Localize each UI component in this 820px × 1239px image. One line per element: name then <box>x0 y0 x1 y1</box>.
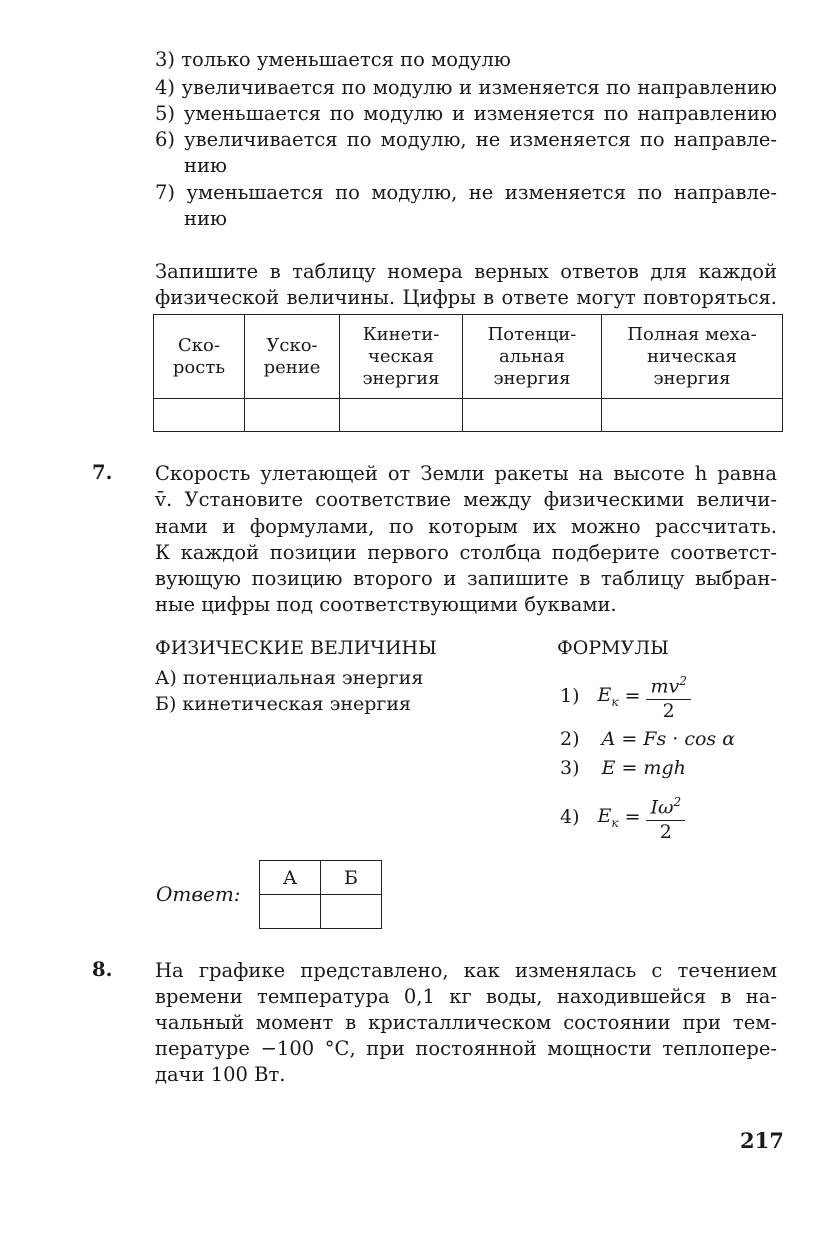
formula-2-text: A = Fs · cos α <box>601 728 736 750</box>
answer-cell[interactable] <box>340 399 463 432</box>
header-potential: Потенци- альная энергия <box>463 315 602 399</box>
task-8-line-2: времени температура 0,1 кг воды, находившейся в на- <box>155 985 777 1008</box>
answer-cell[interactable] <box>602 399 783 432</box>
answer-table-7 <box>259 860 382 929</box>
answer-col-a: А <box>260 861 321 895</box>
item-a: А) потенциальная энергия <box>155 667 424 689</box>
option-3: 3) только уменьшается по модулю <box>155 48 511 71</box>
formula-3-text: E = mgh <box>601 757 686 779</box>
formula-4-sub: к <box>611 815 619 830</box>
task-8-line-5: дачи 100 Вт. <box>155 1063 286 1086</box>
formula-3 <box>560 757 686 779</box>
task-7-line-2: v̄. Установите соответствие между физическими величи- <box>155 488 777 511</box>
answer-cell[interactable] <box>245 399 340 432</box>
physical-quantities-heading: ФИЗИЧЕСКИЕ ВЕЛИЧИНЫ <box>155 637 437 659</box>
formula-1-den: 2 <box>662 699 675 722</box>
formula-3-label: 3) <box>560 757 580 779</box>
instruction-line-1: Запишите в таблицу номера верных ответов для каждой <box>155 260 777 283</box>
answer-col-b: Б <box>321 861 382 895</box>
formula-2-label: 2) <box>560 728 580 750</box>
option-7: 7) уменьшается по модулю, не изменяется по направле- <box>155 181 777 204</box>
task-7-line-4: К каждой позиции первого столбца подберите соответст- <box>155 541 777 564</box>
task-8-line-1: На графике представлено, как изменялась с течением <box>155 959 777 982</box>
task-8-line-4: пературе −100 °С, при постоянной мощности теплопере- <box>155 1037 777 1060</box>
answer-cell[interactable] <box>154 399 245 432</box>
option-6: 6) увеличивается по модулю, не изменяется по направле- <box>155 128 777 151</box>
formula-4-label: 4) <box>560 806 580 828</box>
option-7-cont: нию <box>184 207 227 230</box>
answer-cell-a[interactable] <box>260 895 321 929</box>
formula-1-sub: к <box>611 694 619 709</box>
formula-4-den: 2 <box>659 820 672 843</box>
task-7-line-5: вующую позицию второго и запишите в таблицу выбран- <box>155 567 777 590</box>
answer-table-6 <box>153 314 783 432</box>
header-mechanical: Полная меха- ническая энергия <box>602 315 783 399</box>
formula-1-num: mv <box>650 675 680 698</box>
task-7-number: 7. <box>92 461 113 484</box>
page-number: 217 <box>740 1128 784 1153</box>
formula-1-sup: 2 <box>679 674 687 689</box>
formula-4-num: Iω <box>650 796 674 819</box>
answer-cell-b[interactable] <box>321 895 382 929</box>
task-7-line-1: Скорость улетающей от Земли ракеты на высоте h равна <box>155 462 777 485</box>
formulas-heading: ФОРМУЛЫ <box>557 637 669 659</box>
formula-1-lhs: E <box>597 683 612 706</box>
option-5: 5) уменьшается по модулю и изменяется по направлению <box>155 102 777 125</box>
formula-1-label: 1) <box>560 685 580 707</box>
instruction-line-2: физической величины. Цифры в ответе могут повторяться. <box>155 286 777 309</box>
option-6-cont: нию <box>184 154 227 177</box>
option-4: 4) увеличивается по модулю и изменяется по направлению <box>155 76 777 99</box>
task-7-line-3: нами и формулами, по которым их можно рассчитать. <box>155 515 777 538</box>
formula-1: 1) $E_к$ = $\frac{mv^2}{2}$ <box>560 668 691 724</box>
formula-4-sup: 2 <box>673 795 682 810</box>
answer-label: Ответ: <box>156 882 241 906</box>
formula-4-lhs: E <box>597 804 612 827</box>
task-8-number: 8. <box>92 958 113 981</box>
task-8-line-3: чальный момент в кристаллическом состоянии при тем- <box>155 1011 777 1034</box>
task-7-line-6: ные цифры под соответствующими буквами. <box>155 593 617 616</box>
header-speed: Ско- рость <box>154 315 245 399</box>
item-b: Б) кинетическая энергия <box>155 693 412 715</box>
formula-4: 4) $E_к$ = $\frac{I\omega^2}{2}$ <box>560 788 685 846</box>
header-acceleration: Уско- рение <box>245 315 340 399</box>
formula-2 <box>560 728 735 750</box>
header-kinetic: Кинети- ческая энергия <box>340 315 463 399</box>
answer-cell[interactable] <box>463 399 602 432</box>
